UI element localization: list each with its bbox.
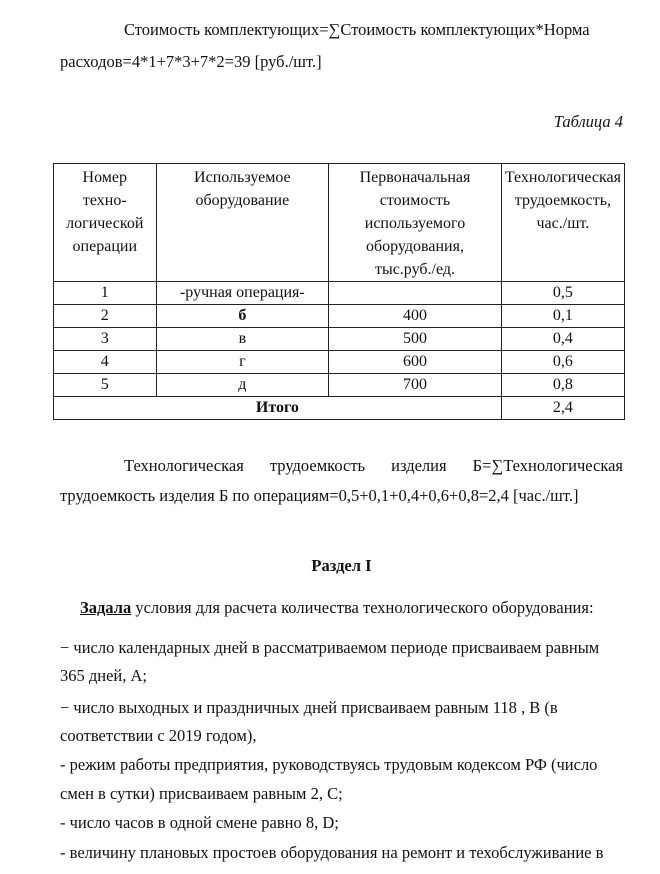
list-line: 365 дней, А; [60, 666, 148, 685]
cell-cost: 700 [329, 374, 502, 397]
task-line [80, 598, 643, 618]
total-label: Итого [54, 397, 502, 420]
header-equipment: Используемое оборудование [156, 164, 329, 282]
list-line: - число часов в одной смене равно 8, D; [60, 813, 339, 832]
table-row [54, 282, 625, 305]
section-title: Раздел I [311, 556, 372, 575]
cell-equipment: г [156, 351, 329, 374]
table-row [54, 328, 625, 351]
table-row [54, 305, 625, 328]
table-total-row [54, 397, 625, 420]
cell-num: 5 [54, 374, 157, 397]
cell-labor: 0,1 [501, 305, 624, 328]
total-value: 2,4 [501, 397, 624, 420]
header-labor-intensity: Технологическая трудоемкость, час./шт. [501, 164, 624, 282]
equipment-table [53, 163, 625, 420]
cell-equipment: д [156, 374, 329, 397]
table-row [54, 351, 625, 374]
cell-cost [329, 282, 502, 305]
intro-line-1: Стоимость комплектующих=∑Стоимость комплектующих*Норма [124, 20, 590, 39]
cell-equipment: в [156, 328, 329, 351]
table-caption: Таблица 4 [553, 112, 623, 131]
header-operation-number: Номер техно- логической операции [54, 164, 157, 282]
cell-num: 3 [54, 328, 157, 351]
cell-num: 1 [54, 282, 157, 305]
cell-num: 4 [54, 351, 157, 374]
cell-labor: 0,4 [501, 328, 624, 351]
labor-para-line-1: Технологическая трудоемкость изделия Б=∑Технологическая [124, 456, 623, 475]
cell-labor: 0,8 [501, 374, 624, 397]
intro-line-2: расходов=4*1+7*3+7*2=39 [руб./шт.] [60, 52, 322, 71]
task-lead: Задала [80, 598, 132, 617]
header-initial-cost: Первоначальная стоимость используемого оборудования, тыс.руб./ед. [329, 164, 502, 282]
cell-cost: 600 [329, 351, 502, 374]
cell-labor: 0,6 [501, 351, 624, 374]
task-rest: условия для расчета количества технологического оборудования: [131, 598, 594, 617]
list-line: смен в сутки) присваиваем равным 2, С; [60, 784, 343, 803]
table-row [54, 374, 625, 397]
cell-cost: 400 [329, 305, 502, 328]
cell-labor: 0,5 [501, 282, 624, 305]
cell-equipment: -ручная операция- [156, 282, 329, 305]
cell-equipment: б [156, 305, 329, 328]
list-line: − число календарных дней в рассматриваемом периоде присваиваем равным [60, 638, 600, 657]
list-line: соответствии с 2019 годом), [60, 726, 257, 745]
cell-cost: 500 [329, 328, 502, 351]
list-line: - величину плановых простоев оборудования на ремонт и техобслуживание в [60, 843, 604, 862]
list-line: − число выходных и праздничных дней присваиваем равным 118 , В (в [60, 698, 558, 717]
list-line: - режим работы предприятия, руководствуясь трудовым кодексом РФ (число [60, 755, 598, 774]
cell-num: 2 [54, 305, 157, 328]
table-header-row [54, 164, 625, 282]
labor-para-line-2: трудоемкость изделия Б по операциям=0,5+0,1+0,4+0,6+0,8=2,4 [час./шт.] [60, 486, 579, 505]
